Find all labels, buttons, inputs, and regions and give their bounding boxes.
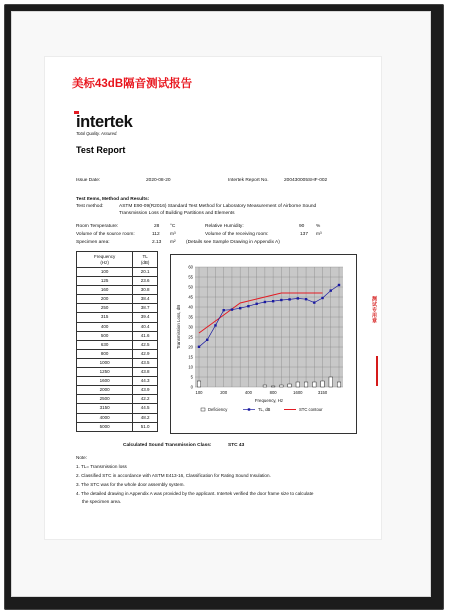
room-temp-value: 28	[154, 224, 160, 229]
table-row	[77, 277, 158, 286]
logo-tagline: Total Quality. Assured.	[76, 131, 118, 136]
tl-point	[223, 309, 225, 311]
legend-label: Deficiency	[208, 407, 228, 412]
deficiency-bar	[280, 385, 284, 387]
tl-point	[239, 307, 241, 309]
note-item: 3. The STC was for the whole door assembly system.	[76, 482, 185, 487]
legend-label: STC contour	[299, 407, 323, 412]
method-line-1: ASTM E90-09(R2016) Standard Test Method for Laboratory Measurement of Airborne Sound	[119, 204, 317, 209]
tl-cell: 41.6	[133, 331, 158, 340]
red-seal-stamp: 测试专用章	[371, 296, 377, 324]
ad-title: 美标43dB隔音测试报告	[72, 78, 193, 90]
receiving-room-unit: m³	[316, 232, 322, 237]
humidity-unit: %	[316, 224, 321, 229]
deficiency-bar	[321, 381, 325, 387]
frequency-cell: 250	[77, 304, 133, 313]
deficiency-bar	[197, 381, 201, 387]
tl-point	[214, 324, 216, 326]
table-row	[77, 413, 158, 422]
y-tick-label: 40	[188, 304, 193, 310]
humidity-label: Relative Humidity:	[205, 224, 244, 229]
y-tick-label: 15	[188, 354, 193, 360]
y-tick-label: 50	[188, 284, 193, 290]
frequency-cell: 100	[77, 268, 133, 277]
specimen-area-label: Specimen area:	[76, 240, 110, 245]
tl-point	[255, 303, 257, 305]
tl-cell: 38.4	[133, 295, 158, 304]
frequency-cell: 630	[77, 340, 133, 349]
report-number-value: 200430005SHF-002	[284, 178, 328, 183]
humidity-value: 90	[299, 224, 305, 229]
y-tick-label: 25	[188, 334, 193, 340]
deficiency-bar	[263, 385, 267, 387]
x-tick-label: 800	[269, 390, 277, 395]
frequency-cell: 500	[77, 331, 133, 340]
y-tick-label: 10	[188, 364, 193, 370]
tl-cell: 43.8	[133, 368, 158, 377]
legend-tl-marker	[248, 408, 250, 410]
y-tick-label: 30	[188, 324, 193, 330]
specimen-area-value: 2.13	[152, 240, 162, 245]
x-tick-label: 3150	[317, 390, 328, 395]
deficiency-bar	[312, 382, 316, 387]
x-axis-label: Frequency, Hz	[254, 398, 284, 403]
y-tick-label: 55	[188, 274, 193, 280]
method-line-2: Transmission Loss of Building Partitions and Elements	[119, 211, 235, 216]
tl-cell: 44.3	[133, 377, 158, 386]
source-room-label: Volume of the source room:	[76, 232, 135, 237]
table-row	[77, 358, 158, 367]
y-tick-label: 20	[188, 344, 193, 350]
tl-cell: 42.5	[133, 340, 158, 349]
specimen-area-unit: m²	[170, 240, 176, 245]
frequency-cell: 5000	[77, 422, 133, 431]
tl-cell: 40.4	[133, 322, 158, 331]
x-tick-label: 100	[195, 390, 203, 395]
legend-label: TL, dB	[258, 407, 271, 412]
y-tick-label: 5	[190, 374, 193, 380]
table-row	[77, 331, 158, 340]
y-tick-label: 60	[188, 264, 193, 270]
frequency-cell: 3150	[77, 404, 133, 413]
tl-chart	[171, 255, 356, 433]
table-row	[77, 304, 158, 313]
receiving-room-value: 137	[300, 232, 309, 237]
deficiency-bar	[329, 377, 333, 387]
x-tick-label: 1600	[293, 390, 303, 395]
frequency-cell: 1000	[77, 358, 133, 367]
frequency-cell: 2500	[77, 395, 133, 404]
frequency-cell: 125	[77, 277, 133, 286]
table-row	[77, 295, 158, 304]
x-tick-label: 200	[220, 390, 228, 395]
seal-stamp-mark	[376, 356, 382, 386]
tl-point	[288, 298, 290, 300]
frequency-cell: 160	[77, 286, 133, 295]
frequency-cell: 1250	[77, 368, 133, 377]
stc-label: Calculated Sound Transmission Class:	[123, 443, 212, 448]
tl-cell: 20.1	[133, 268, 158, 277]
table-row	[77, 349, 158, 358]
tl-chart-box	[170, 254, 357, 434]
tl-point	[206, 339, 208, 341]
deficiency-bar	[337, 382, 341, 387]
stc-value: STC 43	[228, 443, 245, 448]
note-item: 4. The detailed drawing in Appendix A was provided by the applicant. Intertek verified the door frame size to calculate	[76, 491, 314, 496]
frequency-cell: 800	[77, 349, 133, 358]
table-row	[77, 313, 158, 322]
tl-point	[338, 284, 340, 286]
note-item: 2. Classified STC in accordance with ASTM E413-16, Classification for Rating Sound Insulation.	[76, 473, 271, 478]
y-axis-label: Transmission Loss, dB	[176, 304, 181, 350]
source-room-unit: m³	[170, 232, 176, 237]
tl-point	[272, 300, 274, 302]
tl-point	[264, 301, 266, 303]
tl-cell: 30.8	[133, 286, 158, 295]
tl-table	[76, 251, 158, 432]
y-tick-label: 0	[190, 384, 193, 390]
tl-cell: 23.6	[133, 277, 158, 286]
section-title: Test Items, Method and Results:	[76, 197, 150, 202]
tl-cell: 38.7	[133, 304, 158, 313]
tl-point	[280, 299, 282, 301]
report-title: Test Report	[76, 145, 126, 155]
table-header-tl: TL (dB)	[133, 252, 158, 268]
frequency-cell: 4000	[77, 413, 133, 422]
tl-point	[305, 298, 307, 300]
x-tick-label: 400	[244, 390, 252, 395]
tl-point	[297, 297, 299, 299]
y-tick-label: 45	[188, 294, 193, 300]
tl-point	[313, 301, 315, 303]
tl-cell: 42.2	[133, 395, 158, 404]
table-row	[77, 340, 158, 349]
deficiency-bar	[296, 382, 300, 387]
table-row	[77, 404, 158, 413]
note-item: the specimen area.	[82, 499, 122, 504]
tl-point	[231, 308, 233, 310]
room-temp-label: Room Temperature:	[76, 224, 119, 229]
note-item: 1. TL= Transmission loss	[76, 464, 127, 469]
deficiency-bar	[304, 382, 308, 387]
legend-deficiency-swatch	[201, 408, 205, 411]
issue-date-value: 2020-08-20	[146, 178, 171, 183]
y-tick-label: 35	[188, 314, 193, 320]
source-room-value: 112	[152, 232, 160, 237]
tl-cell: 51.0	[133, 422, 158, 431]
deficiency-bar	[271, 386, 275, 387]
deficiency-bar	[288, 384, 292, 387]
tl-cell: 44.5	[133, 404, 158, 413]
specimen-area-note: (Details see Sample Drawing in Appendix A)	[186, 240, 280, 245]
tl-point	[330, 289, 332, 291]
table-row	[77, 322, 158, 331]
report-number-label: Intertek Report No.	[228, 178, 269, 183]
tl-cell: 42.9	[133, 349, 158, 358]
frequency-cell: 200	[77, 295, 133, 304]
tl-cell: 48.2	[133, 413, 158, 422]
tl-point	[247, 305, 249, 307]
method-label: Test method:	[76, 204, 104, 209]
issue-date-label: Issue Date:	[76, 178, 101, 183]
frequency-cell: 2000	[77, 386, 133, 395]
tl-cell: 43.9	[133, 386, 158, 395]
table-row	[77, 386, 158, 395]
table-row	[77, 377, 158, 386]
receiving-room-label: Volume of the receiving room:	[205, 232, 269, 237]
table-row	[77, 286, 158, 295]
frequency-cell: 1600	[77, 377, 133, 386]
tl-point	[198, 346, 200, 348]
tl-point	[321, 297, 323, 299]
notes-title: Note:	[76, 455, 87, 460]
room-temp-unit: °C	[170, 224, 176, 229]
frequency-cell: 400	[77, 322, 133, 331]
table-row	[77, 395, 158, 404]
table-row	[77, 268, 158, 277]
table-row	[77, 422, 158, 431]
table-header-frequency: Frequency (Hz)	[77, 252, 133, 268]
tl-cell: 39.4	[133, 313, 158, 322]
frequency-cell: 315	[77, 313, 133, 322]
table-row	[77, 368, 158, 377]
tl-cell: 43.5	[133, 358, 158, 367]
intertek-logo: intertek	[76, 113, 133, 131]
